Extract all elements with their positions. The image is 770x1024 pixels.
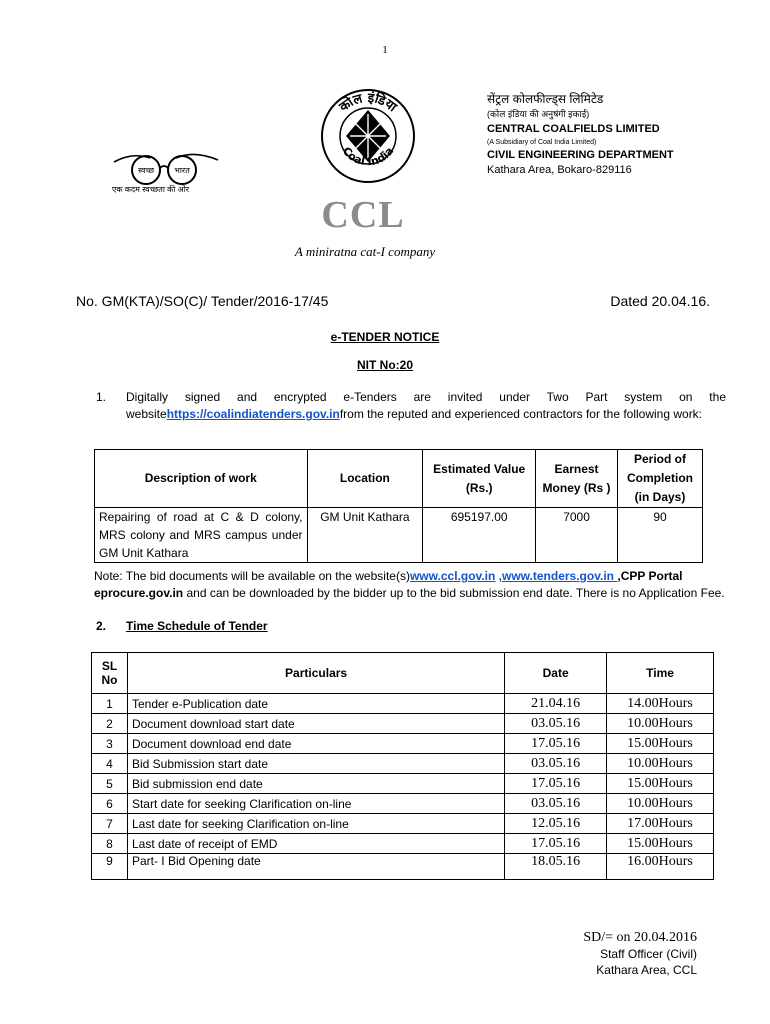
table-row: [95, 508, 703, 563]
schedule-date: 21.04.16: [505, 694, 607, 714]
note-prefix: Note: The bid documents will be available on the website(s): [94, 569, 410, 583]
table-row: [92, 714, 714, 734]
schedule-date: 17.05.16: [505, 774, 607, 794]
sl-no: 4: [92, 754, 128, 774]
schedule-date: 03.05.16: [505, 794, 607, 814]
schedule-date: 18.05.16: [505, 854, 607, 880]
cpp-portal-text: CPP Portal eprocure.gov.in: [94, 569, 683, 600]
particular: Part- I Bid Opening date: [127, 854, 504, 880]
page-number: 1: [382, 44, 388, 56]
notice-date: Dated 20.04.16.: [610, 293, 710, 309]
para-text-before: Digitally signed and encrypted e-Tenders are invited under Two Part system on the website: [126, 390, 726, 421]
coalindiatenders-link[interactable]: https://coalindiatenders.gov.in: [166, 407, 340, 421]
coal-india-english-text: Coal India: [339, 144, 397, 169]
work-location: GM Unit Kathara: [307, 508, 423, 563]
tenders-website-link[interactable]: www.tenders.gov.in: [501, 569, 618, 583]
schedule-date: 17.05.16: [505, 834, 607, 854]
note-separator-2: ,: [617, 569, 621, 583]
reference-number: No. GM(KTA)/SO(C)/ Tender/2016-17/45: [76, 293, 329, 309]
note-text-after: and can be downloaded by the bidder up to the bid submission end date. There is no Application Fee.: [183, 586, 725, 600]
particular: Last date of receipt of EMD: [127, 834, 504, 854]
hindi-company-name: सेंट्रल कोलफील्ड्स लिमिटेड: [487, 92, 604, 106]
schedule-time: 10.00Hours: [607, 794, 714, 814]
signatory-designation: Staff Officer (Civil): [600, 947, 697, 961]
header-date: Date: [505, 653, 607, 694]
header-estimated-value: Estimated Value (Rs.): [423, 450, 536, 508]
invitation-paragraph: [96, 389, 726, 423]
particular: Bid Submission start date: [127, 754, 504, 774]
table-row: [92, 834, 714, 854]
signatory-office: Kathara Area, CCL: [596, 963, 697, 977]
ccl-wordmark: CCL: [321, 194, 405, 236]
sl-no: 3: [92, 734, 128, 754]
schedule-time: 15.00Hours: [607, 834, 714, 854]
sl-no: 5: [92, 774, 128, 794]
schedule-table: [91, 652, 714, 880]
signature-line: SD/= on 20.04.2016: [583, 930, 697, 945]
bharat-text: भारत: [174, 166, 190, 175]
para-text-after: from the reputed and experienced contractors for the following work:: [339, 407, 703, 421]
schedule-date: 03.05.16: [505, 714, 607, 734]
notice-title: e-TENDER NOTICE: [330, 330, 440, 344]
sl-no: 2: [92, 714, 128, 734]
work-table-header: [95, 450, 703, 508]
schedule-time: 10.00Hours: [607, 754, 714, 774]
subsidiary-note: (A Subsidiary of Coal India Limited): [487, 139, 597, 146]
header-particulars: Particulars: [127, 653, 504, 694]
table-row: [92, 774, 714, 794]
section-2-number: 2.: [96, 619, 107, 633]
coal-india-hindi-text: कोल इंडिया: [336, 90, 400, 116]
section-2-title: Time Schedule of Tender: [126, 619, 268, 633]
work-estimated-value: 695197.00: [423, 508, 536, 563]
sl-no: 9: [92, 854, 128, 880]
schedule-date: 12.05.16: [505, 814, 607, 834]
table-row: [92, 794, 714, 814]
table-row: [92, 754, 714, 774]
table-row: [92, 814, 714, 834]
coal-india-logo: [320, 88, 416, 184]
work-period: 90: [618, 508, 703, 563]
particular: Bid submission end date: [127, 774, 504, 794]
company-header: [487, 92, 674, 178]
department-name: CIVIL ENGINEERING DEPARTMENT: [487, 149, 674, 161]
swachh-text: स्वच्छ: [137, 166, 155, 175]
header-period: Period of Completion (in Days): [618, 450, 703, 508]
para-number: 1.: [96, 390, 107, 404]
signature-block: [583, 930, 697, 978]
header-earnest-money: Earnest Money (Rs ): [536, 450, 618, 508]
particular: Document download end date: [127, 734, 504, 754]
schedule-date: 03.05.16: [505, 754, 607, 774]
bid-documents-note: [94, 568, 726, 602]
table-row: [92, 734, 714, 754]
schedule-time: 15.00Hours: [607, 774, 714, 794]
schedule-date: 17.05.16: [505, 734, 607, 754]
work-earnest-money: 7000: [536, 508, 618, 563]
section-2-heading: [96, 619, 268, 633]
nit-number: NIT No:20: [356, 358, 413, 372]
sl-no: 8: [92, 834, 128, 854]
note-separator-1: ,: [495, 569, 502, 583]
work-description: Repairing of road at C & D colony, MRS colony and MRS campus under GM Unit Kathara: [95, 508, 308, 563]
schedule-time: 14.00Hours: [607, 694, 714, 714]
table-row: [92, 854, 714, 880]
work-table: [94, 449, 703, 563]
particular: Last date for seeking Clarification on-line: [127, 814, 504, 834]
schedule-time: 15.00Hours: [607, 734, 714, 754]
schedule-time: 16.00Hours: [607, 854, 714, 880]
company-name: CENTRAL COALFIELDS LIMITED: [487, 123, 660, 135]
ccl-website-link[interactable]: www.ccl.gov.in: [409, 569, 496, 583]
header-description: Description of work: [95, 450, 308, 508]
company-tagline: A miniratna cat-I company: [294, 244, 436, 259]
schedule-table-header: [92, 653, 714, 694]
particular: Document download start date: [127, 714, 504, 734]
header-time: Time: [607, 653, 714, 694]
hindi-subsidiary: (कोल इंडिया की अनुषंगी इकाई): [487, 109, 590, 119]
company-address: Kathara Area, Bokaro-829116: [487, 164, 632, 176]
schedule-time: 17.00Hours: [607, 814, 714, 834]
particular: Start date for seeking Clarification on-line: [127, 794, 504, 814]
swachh-bharat-caption: एक कदम स्वच्छता की ओर: [112, 185, 190, 194]
sl-no: 7: [92, 814, 128, 834]
header-sl-no: SL No: [92, 653, 128, 694]
sl-no: 1: [92, 694, 128, 714]
schedule-time: 10.00Hours: [607, 714, 714, 734]
sl-no: 6: [92, 794, 128, 814]
particular: Tender e-Publication date: [127, 694, 504, 714]
table-row: [92, 694, 714, 714]
header-location: Location: [307, 450, 423, 508]
